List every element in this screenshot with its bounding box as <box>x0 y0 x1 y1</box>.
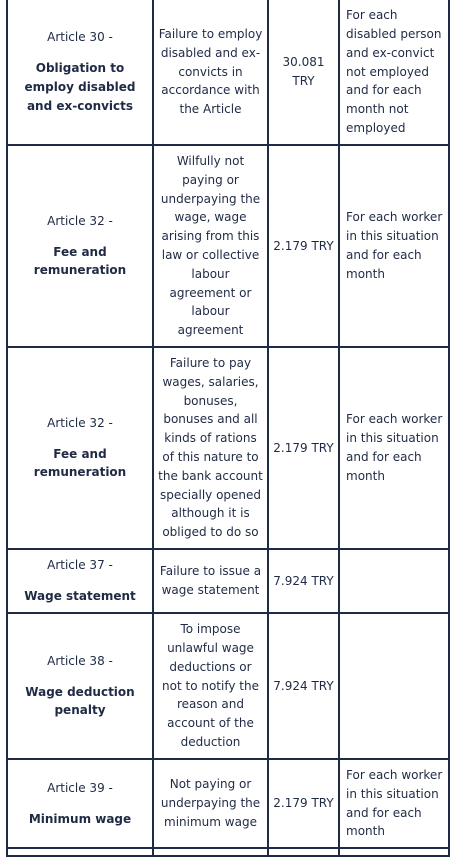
article-title: Fee and remuneration <box>33 446 127 480</box>
article-cell <box>7 759 153 848</box>
article-number: Article 32 - <box>47 415 113 430</box>
penalty-table-body <box>7 0 449 856</box>
article-cell <box>7 347 153 549</box>
article-title: Obligation to employ disabled and ex-convicts <box>24 61 136 113</box>
penalty-explanation: For each worker in this situation and for each month <box>339 347 449 549</box>
table-row-partial-bottom <box>7 848 449 856</box>
article-cell <box>7 613 153 759</box>
article-number: Article 39 - <box>47 780 113 795</box>
table-row <box>7 759 449 848</box>
penalty-explanation: For each worker in this situation and for each month <box>339 759 449 848</box>
violation-description: Failure to employ disabled and ex-convicts in accordance with the Article <box>153 0 268 145</box>
penalty-table <box>6 0 450 857</box>
violation-description: Failure to issue a wage statement <box>153 549 268 613</box>
article-cell <box>7 549 153 613</box>
penalty-amount: 30.081 TRY <box>268 0 339 145</box>
table-row <box>7 347 449 549</box>
article-cell <box>7 0 153 145</box>
penalty-amount: 2.179 TRY <box>268 145 339 347</box>
violation-description: Not paying or underpaying the minimum wage <box>153 759 268 848</box>
table-row <box>7 145 449 347</box>
penalty-amount: 2.179 TRY <box>268 347 339 549</box>
penalty-explanation <box>339 613 449 759</box>
article-title: Wage statement <box>24 588 136 603</box>
article-title: Wage deduction penalty <box>25 684 135 718</box>
violation-description: Wilfully not paying or underpaying the wage, wage arising from this law or collective labour agreement or labour agreement <box>153 145 268 347</box>
article-number: Article 32 - <box>47 213 113 228</box>
penalty-amount: 7.924 TRY <box>268 613 339 759</box>
article-number: Article 37 - <box>47 558 113 573</box>
article-cell <box>7 145 153 347</box>
table-row <box>7 613 449 759</box>
article-number: Article 38 - <box>47 653 113 668</box>
penalty-explanation: For each disabled person and ex-convict not employed and for each month not employed <box>339 0 449 145</box>
table-row <box>7 0 449 145</box>
violation-description: To impose unlawful wage deductions or not to notify the reason and account of the deduction <box>153 613 268 759</box>
violation-description: Failure to pay wages, salaries, bonuses, bonuses and all kinds of rations of this nature to the bank account specially opened although it is obliged to do so <box>153 347 268 549</box>
table-row <box>7 549 449 613</box>
penalty-amount: 2.179 TRY <box>268 759 339 848</box>
article-title: Minimum wage <box>28 811 132 826</box>
article-number: Article 30 - <box>47 30 113 45</box>
penalty-amount: 7.924 TRY <box>268 549 339 613</box>
penalty-explanation: For each worker in this situation and for each month <box>339 145 449 347</box>
penalty-explanation <box>339 549 449 613</box>
article-title: Fee and remuneration <box>33 244 127 278</box>
